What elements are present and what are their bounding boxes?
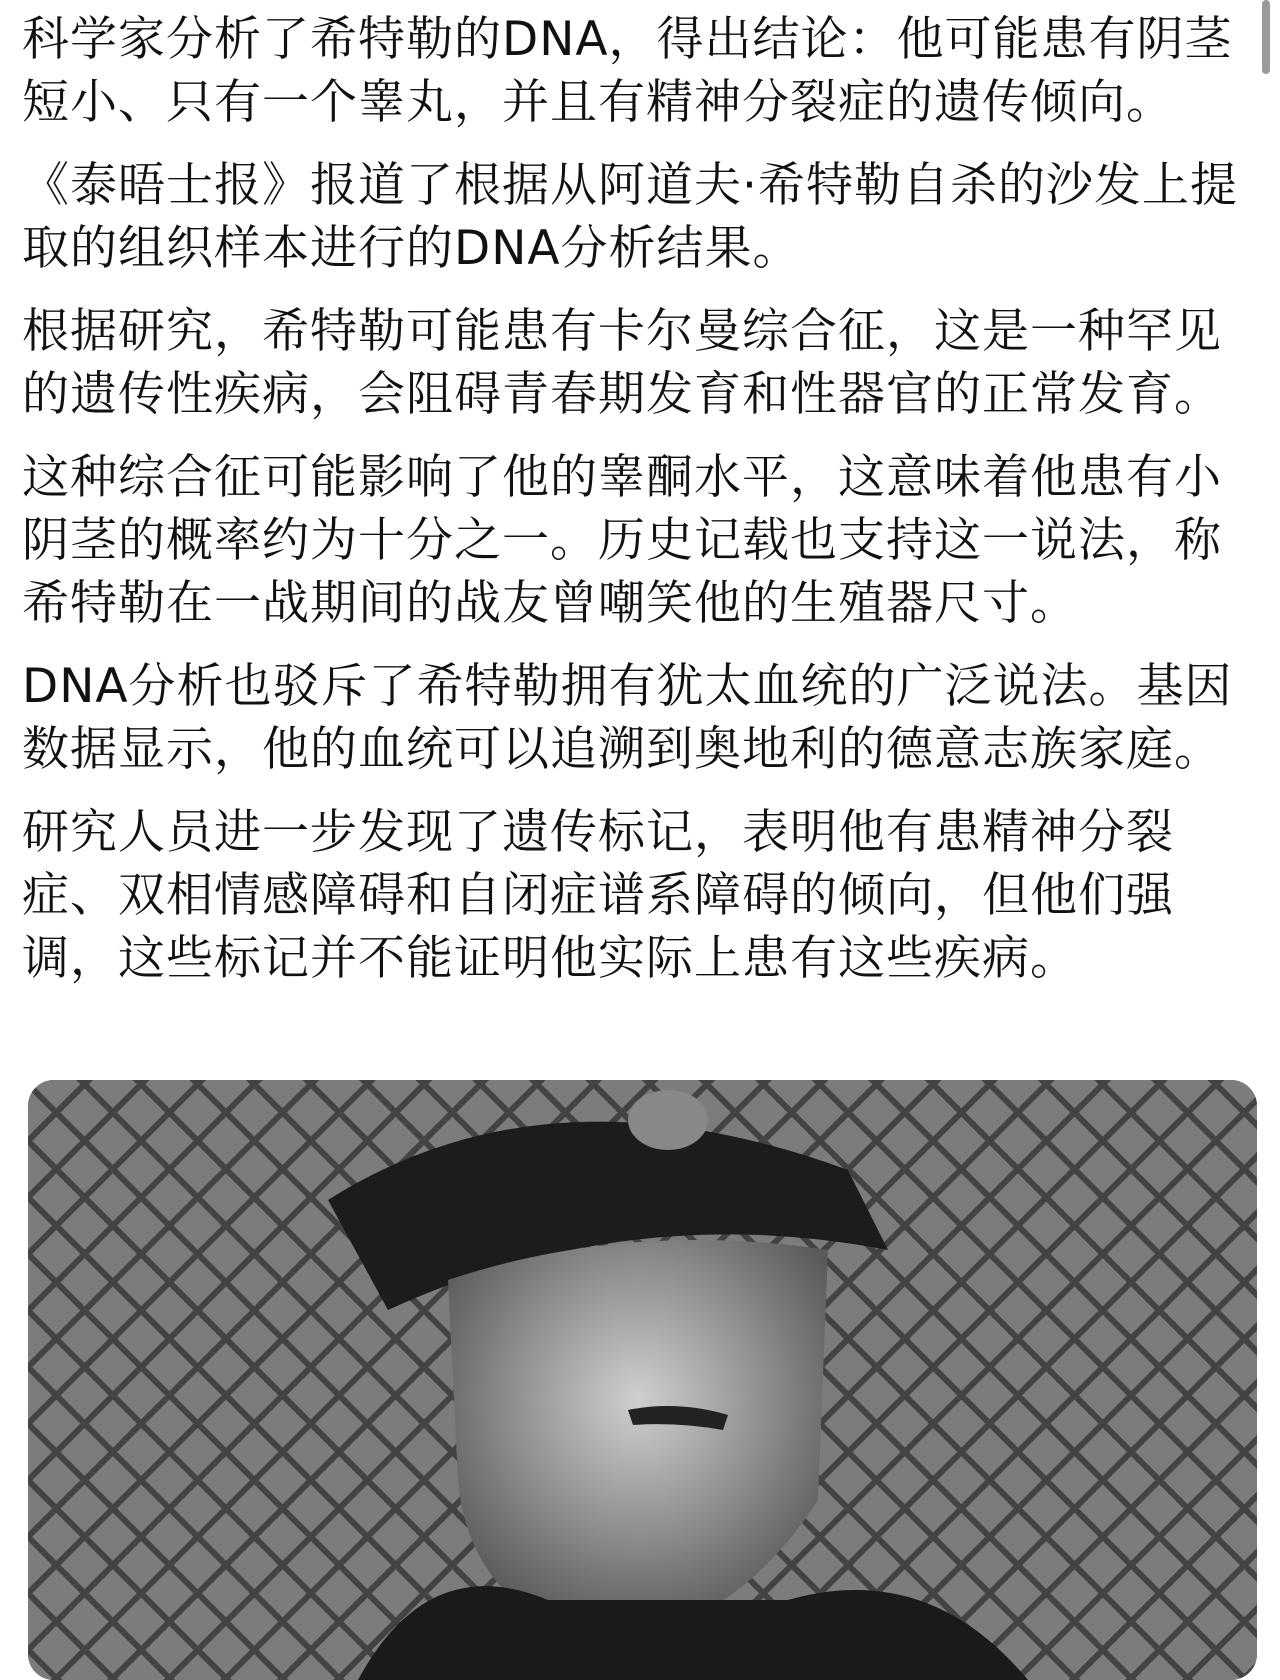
paragraph [22,300,1262,426]
paragraph [22,154,1262,280]
text-line: 取的组织样本进行的DNA分析结果。 [22,221,801,276]
article-text [22,8,1262,1010]
paragraph [22,655,1262,781]
text-line: 数据显示，他的血统可以追溯到奥地利的德意志族家庭。 [22,722,1222,777]
text-line: 阴茎的概率约为十分之一。历史记载也支持这一说法，称 [22,513,1222,568]
article-photo[interactable] [28,1080,1257,1680]
photo-illustration [28,1080,1257,1680]
text-line: 希特勒在一战期间的战友曾嘲笑他的生殖器尺寸。 [22,576,1078,631]
text-line: 调，这些标记并不能证明他实际上患有这些疾病。 [22,931,1078,986]
paragraph [22,446,1262,635]
text-line: 这种综合征可能影响了他的睾酮水平，这意味着他患有小 [22,450,1222,505]
text-line: 《泰晤士报》报道了根据从阿道夫·希特勒自杀的沙发上提 [22,158,1238,213]
text-line: 的遗传性疾病，会阻碍青春期发育和性器官的正常发育。 [22,367,1222,422]
text-line: 科学家分析了希特勒的DNA，得出结论：他可能患有阴茎 [22,12,1233,67]
text-line: 研究人员进一步发现了遗传标记，表明他有患精神分裂 [22,805,1174,860]
paragraph [22,801,1262,990]
paragraph [22,8,1262,134]
text-line: 症、双相情感障碍和自闭症谱系障碍的倾向，但他们强 [22,868,1174,923]
scrollbar[interactable] [1262,0,1270,74]
text-line: DNA分析也驳斥了希特勒拥有犹太血统的广泛说法。基因 [22,659,1233,714]
text-line: 短小、只有一个睾丸，并且有精神分裂症的遗传倾向。 [22,75,1174,130]
text-line: 根据研究，希特勒可能患有卡尔曼综合征，这是一种罕见 [22,304,1222,359]
